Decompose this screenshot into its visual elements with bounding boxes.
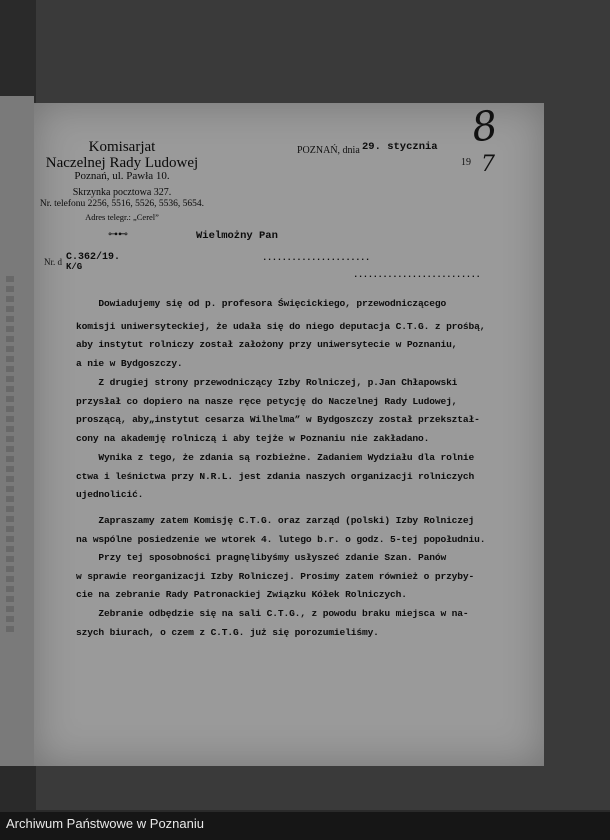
reference-label: Nr. d (44, 257, 62, 267)
body-line: Zapraszamy zatem Komisję C.T.G. oraz zarząd (polski) Izby Rolniczej (76, 515, 475, 526)
body-line: cie na zebranie Rady Patronackiej Związku Kółek Rolniczych. (76, 589, 407, 600)
body-line: Przy tej sposobności pragnęlibyśmy usłyszeć zdanie Szan. Panów (76, 552, 447, 563)
body-line: Zebranie odbędzie się na sali C.T.G., z powodu braku miejsca w na- (76, 608, 469, 619)
body-line: szych biurach, o czem z C.T.G. już się porozumieliśmy. (76, 627, 379, 638)
adjacent-page-strip (0, 96, 34, 766)
body-line: Dowiadujemy się od p. profesora Święcickiego, przewodniczącego (76, 298, 447, 309)
body-line: a nie w Bydgoszczy. (76, 358, 183, 369)
body-line: Wynika z tego, że zdania są rozbieżne. Zadaniem Wydziału dla rolnie (76, 452, 475, 463)
letterhead-po-box: Skrzynka pocztowa 327. (72, 187, 172, 198)
dateline-place: POZNAŃ, dnia (297, 145, 360, 156)
body-line: Z drugiej strony przewodniczący Izby Rolniczej, p.Jan Chłapowski (76, 377, 458, 388)
letterhead-phones: Nr. telefonu 2256, 5516, 5526, 5536, 5654. (39, 199, 205, 209)
dateline-date: 29. stycznia (362, 141, 438, 153)
dateline-year-prefix: 19 (461, 157, 471, 168)
body-line: ctwa i leśnictwa przy N.R.L. jest zdania naszych organizacji rolniczych (76, 471, 475, 482)
body-line: ujednolicić. (76, 489, 144, 500)
body-line: komisji uniwersyteckiej, że udała się do niego deputacja C.T.G. z prośbą, (76, 321, 486, 332)
adjacent-page-text (6, 276, 14, 636)
dateline-year-mark: 7 (481, 152, 495, 177)
reference-initials: K/G (66, 262, 83, 272)
body-line: aby instytut rolniczy został założony przy uniwersytecie w Poznaniu, (76, 339, 458, 350)
reference-number: C.362/19. (66, 252, 121, 263)
letterhead-ornament: ⊶⊷ (108, 229, 128, 240)
body-line: na wspólne posiedzenie we wtorek 4. lutego b.r. o godz. 5-tej popołudniu. (76, 534, 486, 545)
letterhead-telegram: Adres telegr.: „Cerel” (85, 212, 159, 222)
addressee-dots-line1: ...................... (262, 253, 370, 263)
dateline-year (461, 146, 495, 177)
body-line: w sprawie reorganizacji Izby Rolniczej. Prosimy zatem również o przyby- (76, 571, 475, 582)
letterhead-line2: Naczelnej Rady Ludowej (45, 155, 199, 171)
body-line: proszącą, aby„instytut cesarza Wilhelma” w Bydgoszczy został przekształ- (76, 414, 480, 425)
addressee-dots-line2: .......................... (353, 270, 481, 280)
letterhead-address: Poznań, ul. Pawła 10. (74, 170, 170, 182)
letterhead-line1: Komisarjat (88, 139, 156, 155)
salutation: Wielmożny Pan (196, 230, 278, 242)
handwritten-page-number: 8 (468, 102, 501, 152)
body-line: cony na akademję rolniczą i aby tejże w Poznaniu nie zakładano. (76, 433, 430, 444)
body-line: przysłał co dopiero na nasze ręce petycję do Naczelnej Rady Ludowej, (76, 396, 458, 407)
archive-credit: Archiwum Państwowe w Poznaniu (6, 816, 204, 831)
